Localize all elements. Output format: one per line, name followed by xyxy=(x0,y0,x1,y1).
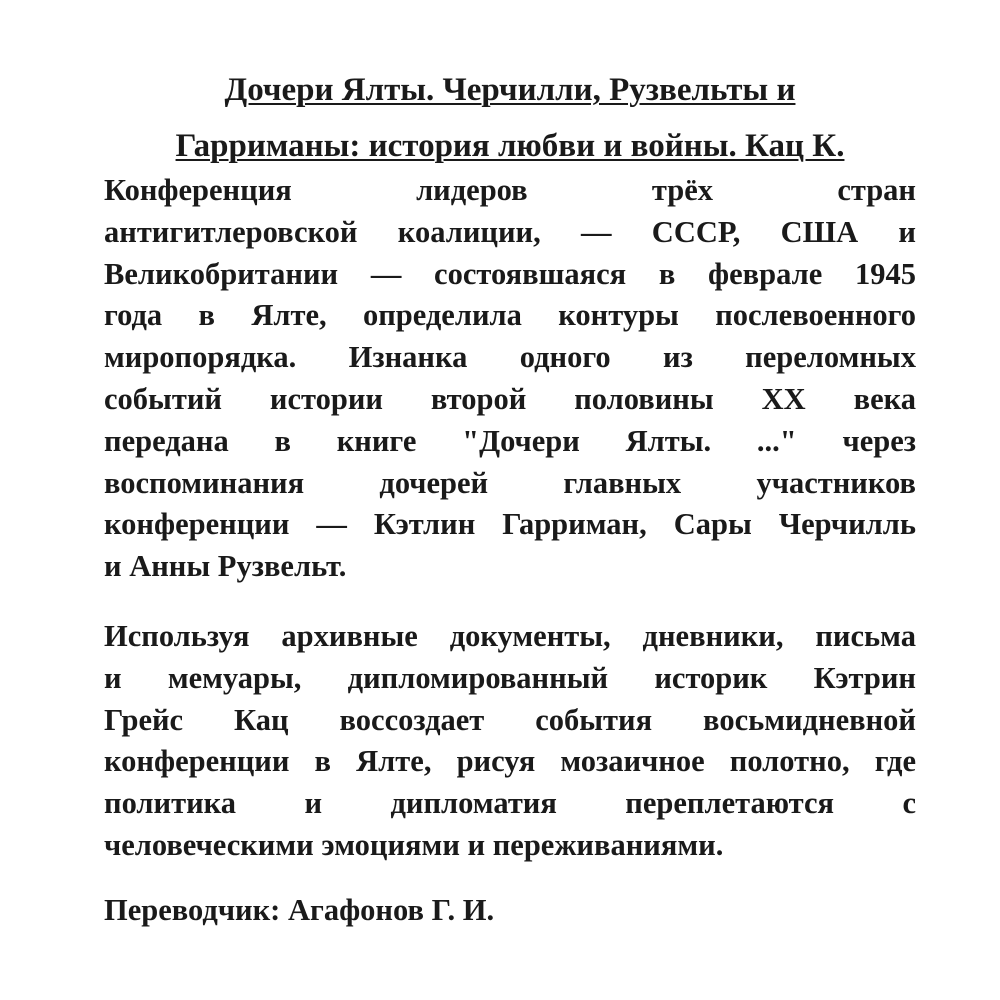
research-paragraph xyxy=(104,616,916,867)
book-title-line: Гарриманы: история любви и войны. Кац К. xyxy=(175,128,845,164)
text-line: конференции — Кэтлин Гарриман, Сары Черчилль xyxy=(104,507,916,542)
text-line: воспоминания дочерей главных участников xyxy=(104,465,916,500)
text-line: Конференция лидеров трёх стран xyxy=(104,173,916,207)
text-line: миропорядка. Изнанка одного из переломных xyxy=(104,340,916,375)
book-title xyxy=(100,62,920,174)
summary-paragraph xyxy=(104,170,916,588)
text-line: Используя архивные документы, дневники, письма xyxy=(104,619,916,653)
text-line: и Анны Рузвельт. xyxy=(104,549,347,584)
text-line: передана в книге "Дочери Ялты. ..." через xyxy=(104,423,916,458)
text-line: антигитлеровской коалиции, — СССР, США и xyxy=(104,214,916,249)
text-line: событий истории второй половины XX века xyxy=(104,381,916,416)
book-title-line: Дочери Ялты. Черчилли, Рузвельты и xyxy=(224,72,796,108)
text-line: политика и дипломатия переплетаются с xyxy=(104,786,916,821)
translator-line: Переводчик: Агафонов Г. И. xyxy=(104,893,495,927)
translator-paragraph xyxy=(104,890,916,932)
text-line: конференции в Ялте, рисуя мозаичное полотно, где xyxy=(104,744,916,779)
text-line: и мемуары, дипломированный историк Кэтрин xyxy=(104,660,916,695)
text-line: Грейс Кац воссоздает события восьмидневной xyxy=(104,702,916,737)
text-line: Великобритании — состоявшаяся в феврале 1945 xyxy=(104,256,916,291)
text-line: года в Ялте, определила контуры послевоенного xyxy=(104,298,916,333)
text-line: человеческими эмоциями и переживаниями. xyxy=(104,827,724,862)
